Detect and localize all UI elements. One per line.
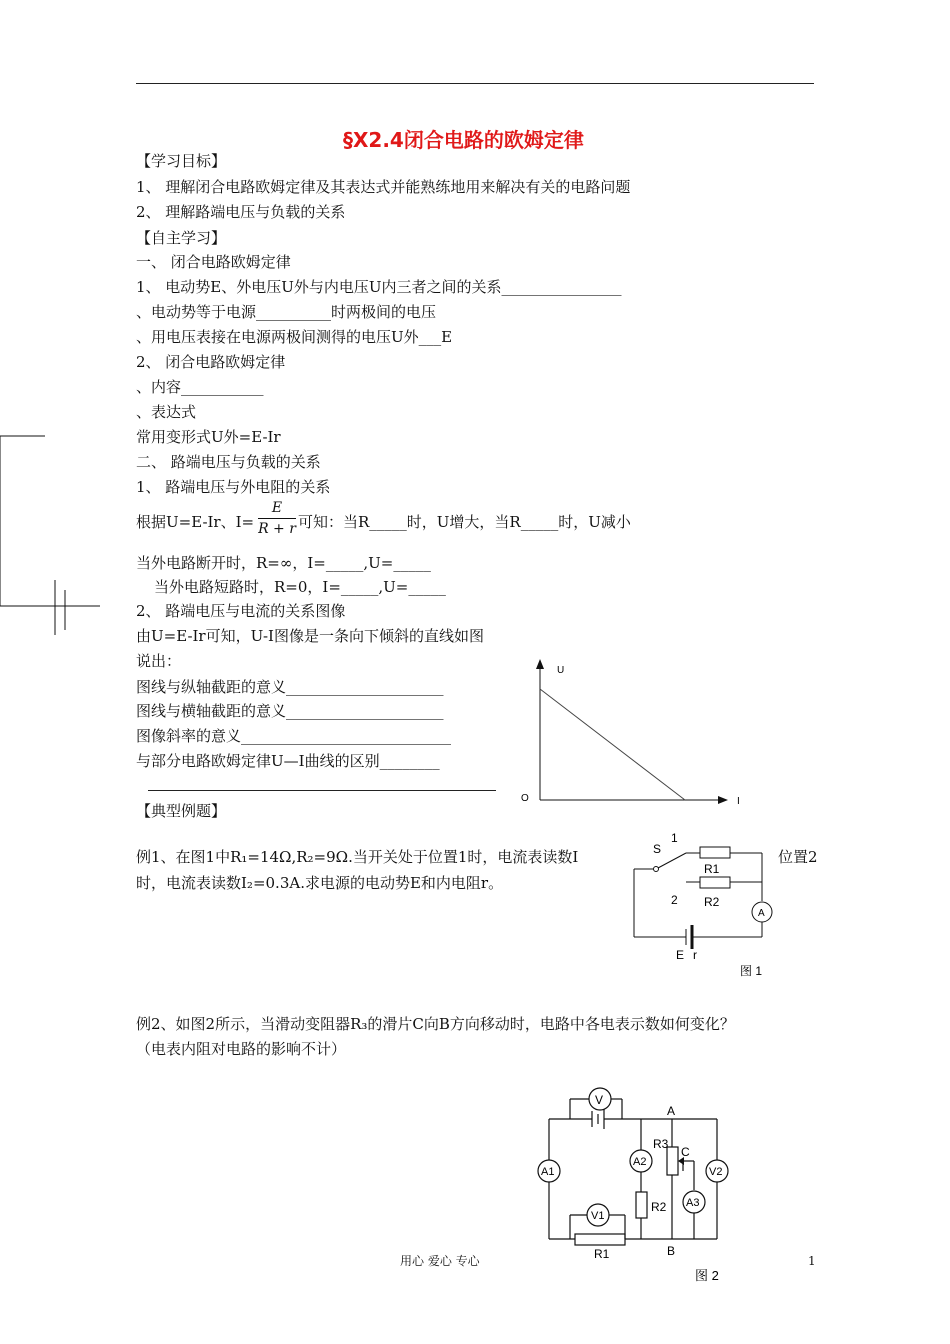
text-line: 【典型例题】 <box>136 802 227 820</box>
text-line: 、表达式 <box>136 403 197 421</box>
fig1-s-label: S <box>653 842 662 856</box>
fig1-caption: 图 1 <box>740 964 763 978</box>
fig2-r2-label: R2 <box>651 1200 667 1214</box>
text-line: 二、 路端电压与负载的关系 <box>136 453 321 471</box>
footer-text: 用心 爱心 专心 <box>400 1254 480 1268</box>
text-line: 当外电路短路时，R=0，I=_____,U=_____ <box>154 578 446 596</box>
fig2-v1-label: V1 <box>591 1210 605 1222</box>
fig2-a2-label: A2 <box>633 1156 647 1168</box>
figure-1-circuit <box>620 825 780 985</box>
fraction-numerator: E <box>271 500 283 516</box>
text-line: 图线与纵轴截距的意义_____________________ <box>136 678 444 696</box>
text-line: 说出： <box>136 652 182 670</box>
fig2-r1-label: R1 <box>594 1247 610 1261</box>
page-number: 1 <box>808 1254 816 1268</box>
fig1-r1-label: R1 <box>704 862 720 876</box>
text-line: 2、 闭合电路欧姆定律 <box>136 353 286 371</box>
text-line: 时，电流表读数I₂=0.3A.求电源的电动势E和内电阻r。 <box>136 874 504 892</box>
text-line: 一、 闭合电路欧姆定律 <box>136 253 291 271</box>
fig1-r-label: r <box>693 948 697 962</box>
blank-rule <box>148 790 496 791</box>
text-line: 1、 电动势E、外电压U外与内电压U内三者之间的关系________________ <box>136 278 622 296</box>
fig1-pos1-label: 1 <box>671 831 678 845</box>
text-line: 例2、如图2所示，当滑动变阻器R₃的滑片C向B方向移动时，电路中各电表示数如何变化？ <box>136 1015 735 1033</box>
fig2-b-label: B <box>667 1244 676 1258</box>
text-line: 可知：当R_____时，U增大，当R_____时，U减小 <box>298 513 631 531</box>
text-line: 2、 理解路端电压与负载的关系 <box>136 203 346 221</box>
text-line: 图像斜率的意义____________________________ <box>136 727 452 745</box>
fig2-r3-label: R3 <box>653 1137 669 1151</box>
figure-2-circuit <box>520 1075 750 1290</box>
fig2-a3-label: A3 <box>686 1197 700 1209</box>
fig2-a1-label: A1 <box>541 1166 555 1178</box>
fig1-r2-label: R2 <box>704 895 720 909</box>
fig2-caption: 图 2 <box>695 1268 719 1283</box>
fraction-denominator: R + r <box>258 521 296 537</box>
text-line: 、内容___________ <box>136 378 264 396</box>
text-line: 1、 路端电压与外电阻的关系 <box>136 478 331 496</box>
fig2-v2-label: V2 <box>709 1166 723 1178</box>
text-line: 常用变形式U外=E-Ir <box>136 428 281 446</box>
text-line: 1、 理解闭合电路欧姆定律及其表达式并能熟练地用来解决有关的电路问题 <box>136 178 631 196</box>
text-line: 根据U=E-Ir、I= <box>136 513 255 531</box>
text-line: 【自主学习】 <box>136 229 227 247</box>
text-line: 图线与横轴截距的意义_____________________ <box>136 702 444 720</box>
header-rule <box>136 83 814 84</box>
text-line: 位置2 <box>778 848 818 866</box>
graph-u-label: U <box>557 665 565 676</box>
fig1-pos2-label: 2 <box>671 893 678 907</box>
text-line: 当外电路断开时，R=∞，I=_____,U=_____ <box>136 554 431 572</box>
fraction <box>258 499 296 538</box>
graph-i-label: I <box>737 796 740 807</box>
page-title: §X2.4闭合电路的欧姆定律 <box>343 128 584 152</box>
text-line: 与部分电路欧姆定律U—I曲线的区别________ <box>136 752 440 770</box>
fig1-ammeter-label: A <box>758 908 765 919</box>
fig2-c-label: C <box>681 1145 690 1159</box>
text-line: 由U=E-Ir可知，U-I图像是一条向下倾斜的直线如图 <box>136 627 484 645</box>
u-i-graph <box>515 655 755 815</box>
text-line: （电表内阻对电路的影响不计） <box>136 1040 347 1058</box>
text-line: 、电动势等于电源__________时两极间的电压 <box>136 303 437 321</box>
text-line: 例1、在图1中R₁=14Ω,R₂=9Ω.当开关处于位置1时，电流表读数I <box>136 848 579 866</box>
fig1-e-label: E <box>676 948 685 962</box>
crop-marks <box>0 430 110 640</box>
fig2-v-label: V <box>595 1093 604 1107</box>
text-line: 2、 路端电压与电流的关系图像 <box>136 602 346 620</box>
text-line: 【学习目标】 <box>136 152 227 170</box>
graph-origin-label: O <box>521 793 529 804</box>
fig2-a-label: A <box>667 1104 676 1118</box>
text-line: 、用电压表接在电源两极间测得的电压U外___E <box>136 328 453 346</box>
